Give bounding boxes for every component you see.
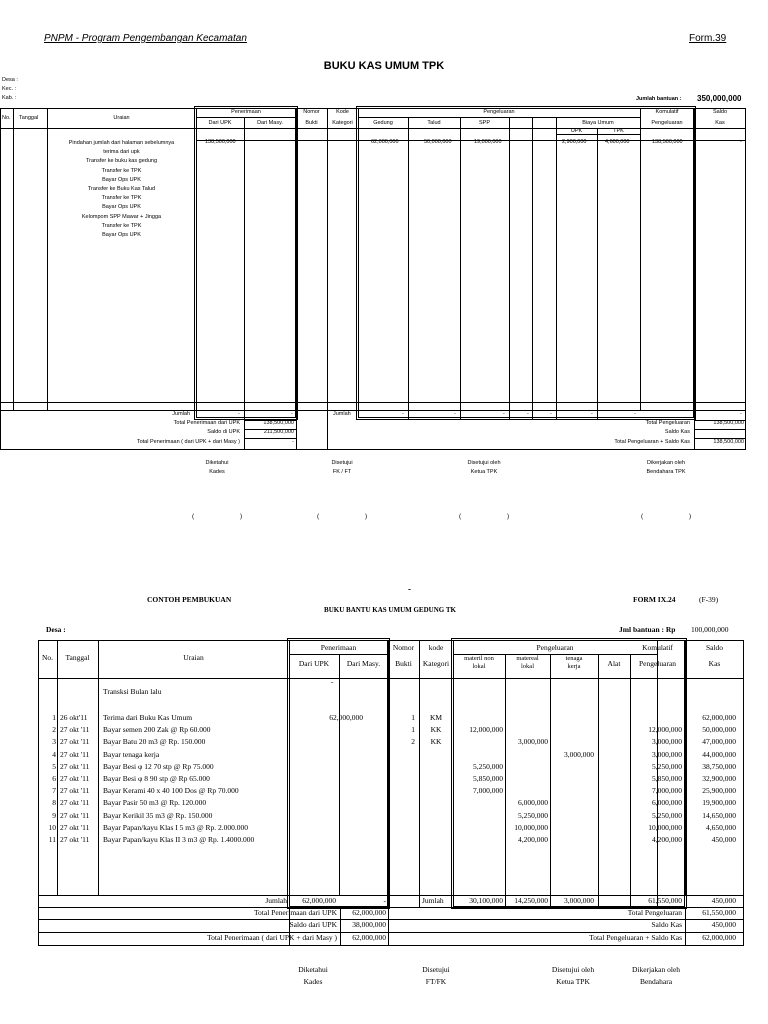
list-item: Transfer ke TPK bbox=[101, 167, 142, 174]
cell-uraian: Terima dari Buku Kas Umum bbox=[103, 713, 193, 722]
top-komulatif-value: 138,500,000 bbox=[652, 139, 683, 145]
cell-saldo: 44,000,000 bbox=[702, 749, 736, 759]
b-hdr-alat: Alat bbox=[607, 659, 621, 668]
cell-tgl: 27 okt '11 bbox=[60, 749, 90, 759]
top-total-peng-saldo-value: 138,500,000 bbox=[713, 439, 744, 445]
cell-no: 6 bbox=[52, 774, 56, 783]
b-total-pengeluaran-value: 61,550,000 bbox=[702, 908, 736, 917]
separator-dash: - bbox=[408, 584, 411, 594]
top-saldo-value: - bbox=[740, 139, 742, 145]
cell-kom: 7,000,000 bbox=[652, 786, 682, 796]
cell-saldo: 450,000 bbox=[711, 835, 736, 844]
paren-close-2: ) bbox=[365, 513, 368, 520]
b-hdr-materil: materil non lokal bbox=[464, 655, 494, 670]
top-total-pengeluaran-label: Total Pengeluaran bbox=[645, 420, 690, 426]
cell-mat-lok: 4,200,000 bbox=[518, 835, 548, 844]
b-j-mat-lok: 14,250,000 bbox=[514, 896, 548, 905]
cell-tgl: 27 okt '11 bbox=[60, 798, 90, 808]
b-hdr-dari-upk: Dari UPK bbox=[298, 659, 330, 668]
b-hdr-saldo: Saldo bbox=[705, 643, 724, 652]
signature-ketua: Disetujui oleh Ketua TPK bbox=[467, 460, 501, 475]
top-total-penerimaan-all-label: Total Penerimaan ( dari UPK + dari Masy ) bbox=[136, 439, 240, 445]
cell-mat-lok: 10,000,000 bbox=[514, 822, 548, 832]
cell-bukti: 2 bbox=[411, 737, 415, 747]
cell-saldo: 50,000,000 bbox=[702, 725, 736, 735]
hdr-nomor: Nomor bbox=[303, 109, 320, 115]
paren-open-4: ( bbox=[641, 513, 644, 520]
top-total-peng-saldo-label: Total Pengeluaran + Saldo Kas bbox=[614, 439, 690, 445]
b-signature-ketua: Disetujui oleh Ketua TPK bbox=[551, 965, 595, 986]
b-total-penerimaan-all-label: Total Penerimaan ( dari UPK + dari Masy ) bbox=[207, 933, 337, 942]
hdr-komulatif-sub: Pengeluaran bbox=[651, 120, 683, 126]
b-hdr-pengeluaran: Pengeluaran bbox=[536, 643, 574, 652]
top-j-upk: - bbox=[591, 411, 593, 417]
hdr-spp: SPP bbox=[478, 120, 490, 126]
cell-dari-upk: 62,000,000 bbox=[329, 713, 363, 722]
b-saldo-upk-value: 38,000,000 bbox=[352, 920, 386, 929]
paren-open-2: ( bbox=[317, 513, 320, 520]
cell-tgl: 26 okt'11 bbox=[60, 713, 88, 722]
cell-saldo: 32,900,000 bbox=[702, 774, 736, 783]
b-hdr-dari-masy: Dari Masy. bbox=[346, 659, 381, 668]
top-dari-upk-value: 138,500,000 bbox=[205, 139, 236, 145]
list-item: Transfer ke TPK bbox=[101, 195, 142, 202]
top-talud-value: 50,000,000 bbox=[424, 139, 452, 145]
signature-bendahara: Dikerjakan oleh Bendahara TPK bbox=[646, 460, 686, 475]
cell-tgl: 27 okt '11 bbox=[60, 822, 90, 832]
cell-uraian: Bayar Kerami 40 x 40 100 Dos @ Rp 70.000 bbox=[103, 786, 239, 796]
b-hdr-komulatif-sub: Pengeluaran bbox=[638, 659, 677, 668]
cell-no: 2 bbox=[52, 725, 56, 735]
hdr-pengeluaran: Pengeluaran bbox=[483, 109, 515, 115]
b-total-penerimaan-all-value: 62,000,000 bbox=[352, 933, 386, 942]
cell-kode: KK bbox=[430, 737, 442, 747]
hdr-dari-upk: Dari UPK bbox=[208, 120, 232, 126]
form-ref: (F-39) bbox=[699, 595, 719, 604]
paren-close-3: ) bbox=[507, 513, 510, 520]
list-item: Bayar Ops UPK bbox=[102, 176, 141, 183]
hdr-talud: Talud bbox=[427, 120, 441, 126]
cell-saldo: 38,750,000 bbox=[702, 761, 736, 771]
desa-label: Desa : bbox=[2, 77, 18, 83]
hdr-saldo-sub: Kas bbox=[715, 120, 725, 126]
b-saldo-kas-label: Saldo Kas bbox=[651, 920, 682, 929]
b-jumlah2-label: Jumlah bbox=[422, 896, 444, 905]
top-j-talud: - bbox=[454, 411, 456, 417]
cell-mat-non: 12,000,000 bbox=[469, 725, 503, 735]
top-total-penerimaan-upk-value: 138,500,000 bbox=[263, 420, 294, 426]
b-saldo-kas-value: 450,000 bbox=[711, 920, 736, 929]
hdr-dari-masy: Dari Masy. bbox=[257, 120, 283, 126]
bottom-desa: Desa : bbox=[46, 625, 66, 634]
top-upk-value: 2,900,000 bbox=[562, 139, 587, 145]
paren-open-1: ( bbox=[192, 513, 195, 520]
cell-uraian: Bayar tenaga kerja bbox=[103, 749, 160, 759]
contoh-label: CONTOH PEMBUKUAN bbox=[147, 595, 232, 604]
cell-no: 8 bbox=[52, 798, 56, 808]
cell-tgl: 27 okt '11 bbox=[60, 810, 90, 820]
top-j-gedung: - bbox=[402, 411, 404, 417]
cell-tenaga: 3,000,000 bbox=[564, 749, 594, 759]
b-j-mat-non: 30,100,000 bbox=[469, 896, 503, 905]
b-hdr-tanggal: Tanggal bbox=[65, 653, 90, 662]
cell-uraian: Bayar Batu 20 m3 @ Rp. 150.000 bbox=[103, 737, 206, 747]
cell-bukti: 1 bbox=[411, 725, 415, 735]
b-hdr-penerimaan: Penerimaan bbox=[320, 643, 357, 652]
paren-close-4: ) bbox=[689, 513, 692, 520]
b-total-pengeluaran-label: Total Pengeluaran bbox=[627, 908, 682, 917]
cell-mat-non: 5,850,000 bbox=[473, 774, 503, 783]
paren-close-1: ) bbox=[240, 513, 243, 520]
top-saldo-upk-value: 211,500,000 bbox=[263, 429, 294, 435]
kab-label: Kab. : bbox=[2, 95, 17, 101]
hdr-kategori: Kategori bbox=[332, 120, 353, 126]
cell-uraian: Bayar Pasir 50 m3 @ Rp. 120.000 bbox=[103, 798, 207, 808]
uraian-list bbox=[47, 139, 196, 240]
hdr-gedung: Gedung bbox=[373, 120, 393, 126]
top-j-col4: - bbox=[527, 411, 529, 417]
cell-uraian: Bayar Kerikil 35 m3 @ Rp. 150.000 bbox=[103, 810, 213, 820]
top-j-saldo: - bbox=[740, 411, 742, 417]
cell-saldo: 47,000,000 bbox=[702, 737, 736, 747]
cell-uraian: Bayar Besi φ 8 90 stp @ Rp 65.000 bbox=[103, 774, 210, 783]
cell-mat-non: 5,250,000 bbox=[473, 761, 503, 771]
cell-kode: KK bbox=[430, 725, 442, 735]
cell-no: 5 bbox=[52, 761, 56, 771]
b-hdr-komulatif: Komulatif bbox=[642, 643, 673, 652]
cell-kom: 3,000,000 bbox=[652, 737, 682, 747]
list-item: terima dari upk bbox=[103, 149, 140, 156]
b-total-penerimaan-upk-value: 62,000,000 bbox=[352, 908, 386, 917]
cell-tgl: 27 okt '11 bbox=[60, 786, 90, 796]
b-hdr-nomor: Nomor bbox=[392, 643, 415, 652]
signature-kades: Diketahui Kades bbox=[205, 460, 229, 475]
top-spp-value: 19,000,000 bbox=[474, 139, 502, 145]
list-item: Transfer ke buku kas gedung bbox=[85, 158, 158, 165]
cell-kom: 5,250,000 bbox=[652, 810, 682, 820]
cell-kom: 12,000,000 bbox=[648, 725, 682, 735]
cell-no: 7 bbox=[52, 786, 56, 796]
cell-uraian: Bayar Besi φ 12 70 stp @ Rp 75.000 bbox=[103, 761, 214, 771]
list-item: Kelompom SPP Mawar + Jingga bbox=[81, 213, 162, 220]
top-gedung-value: 62,000,000 bbox=[371, 139, 399, 145]
b-total-peng-saldo-label: Total Pengeluaran + Saldo Kas bbox=[589, 933, 682, 942]
b-upk-dash: - bbox=[331, 677, 334, 686]
hdr-bukti: Bukti bbox=[305, 120, 318, 126]
bottom-title: BUKU BANTU KAS UMUM GEDUNG TK bbox=[324, 606, 456, 614]
cell-mat-lok: 3,000,000 bbox=[518, 737, 548, 747]
b-signature-kades: Diketahui Kades bbox=[298, 965, 328, 986]
kec-label: Kec. : bbox=[2, 86, 17, 92]
cell-no: 1 bbox=[52, 713, 56, 722]
hdr-tpk: TPK bbox=[613, 128, 624, 134]
top-jumlah-upk: - bbox=[238, 411, 240, 417]
cell-uraian: Bayar Papan/kayu Klas I 5 m3 @ Rp. 2.000.000 bbox=[103, 822, 249, 832]
cell-no: 4 bbox=[52, 749, 56, 759]
cell-no: 11 bbox=[48, 835, 56, 844]
b-jumlah-masy: - bbox=[383, 896, 386, 905]
cell-tgl: 27 okt '11 bbox=[60, 725, 90, 735]
cell-tgl: 27 okt '11 bbox=[60, 761, 90, 771]
cell-no: 9 bbox=[52, 810, 56, 820]
top-total-pengeluaran-value: 138,500,000 bbox=[713, 420, 744, 426]
cell-saldo: 14,650,000 bbox=[702, 810, 736, 820]
top-saldo-kas-label: Saldo Kas bbox=[664, 429, 690, 435]
b-hdr-no: No. bbox=[41, 653, 54, 662]
bottom-bantuan-value: 100,000,000 bbox=[691, 625, 729, 634]
bottom-bantuan-label: Jml bantuan : Rp bbox=[619, 625, 676, 634]
top-saldo-upk-label: Saldo di UPK bbox=[207, 429, 240, 435]
hdr-tanggal: Tanggal bbox=[19, 115, 39, 121]
hdr-komulatif: Komulatif bbox=[655, 109, 679, 115]
cell-kom: 10,000,000 bbox=[648, 822, 682, 832]
cell-mat-non: 7,000,000 bbox=[473, 786, 503, 796]
hdr-uraian: Uraian bbox=[113, 115, 130, 121]
hdr-saldo: Saldo bbox=[712, 109, 728, 115]
top-jumlah2-label: Jumlah bbox=[333, 411, 351, 417]
b-hdr-tenaga: tenaga kerja bbox=[565, 655, 583, 670]
b-jumlah-label: Jumlah bbox=[265, 896, 287, 905]
cell-uraian: Bayar semen 200 Zak @ Rp 60.000 bbox=[103, 725, 211, 735]
top-j-spp: - bbox=[503, 411, 505, 417]
cell-tgl: 27 okt '11 bbox=[60, 774, 90, 783]
page-title: BUKU KAS UMUM TPK bbox=[323, 60, 445, 72]
b-j-tenaga: 3,000,000 bbox=[564, 896, 594, 905]
b-hdr-kode: kode bbox=[428, 643, 444, 652]
form-ix-label: FORM IX.24 bbox=[633, 595, 676, 604]
b-total-penerimaan-upk-label: Total Penerimaan dari UPK bbox=[254, 908, 337, 917]
cell-kom: 4,200,000 bbox=[652, 835, 682, 844]
b-hdr-saldo-sub: Kas bbox=[708, 659, 721, 668]
cell-kom: 5,250,000 bbox=[652, 761, 682, 771]
hdr-kode: Kode bbox=[336, 109, 349, 115]
b-signature-ft: Disetujui FT/FK bbox=[422, 965, 450, 986]
cell-saldo: 19,900,000 bbox=[702, 798, 736, 808]
b-signature-bendahara: Dikerjakan oleh Bendahara bbox=[631, 965, 681, 986]
top-tpk-value: 4,600,000 bbox=[605, 139, 630, 145]
b-jumlah-upk: 62,000,000 bbox=[302, 896, 336, 905]
b-hdr-bukti: Bukti bbox=[395, 659, 412, 668]
hdr-upk: UPK bbox=[570, 128, 583, 134]
top-j-col5: - bbox=[550, 411, 552, 417]
top-total-penerimaan-upk-label: Total Penerimaan dari UPK bbox=[173, 420, 240, 426]
list-item: Bayar Ops UPK bbox=[102, 204, 141, 211]
b-hdr-kategori: Kategori bbox=[422, 659, 450, 668]
cell-no: 3 bbox=[52, 737, 56, 747]
b-hdr-uraian: Uraian bbox=[183, 653, 204, 662]
b-saldo-upk-label: Saldo dari UPK bbox=[289, 920, 337, 929]
list-item: Bayar Ops UPK bbox=[102, 232, 141, 239]
cell-uraian: Bayar Papan/kayu Klas II 3 m3 @ Rp. 1.4000.000 bbox=[103, 835, 255, 844]
b-total-peng-saldo-value: 62,000,000 bbox=[702, 933, 736, 942]
top-total-penerimaan-all-value: - bbox=[292, 439, 294, 445]
cell-kom: 3,000,000 bbox=[652, 749, 682, 759]
bantuan-value: 350,000,000 bbox=[697, 94, 742, 103]
top-jumlah-label: Jumlah bbox=[172, 411, 190, 417]
list-item: Transfer ke TPK bbox=[101, 222, 142, 229]
cell-saldo: 4,650,000 bbox=[706, 822, 736, 832]
cell-kom: 6,000,000 bbox=[652, 798, 682, 808]
cell-saldo: 62,000,000 bbox=[702, 713, 736, 722]
paren-open-3: ( bbox=[459, 513, 462, 520]
b-j-kom: 61,550,000 bbox=[648, 896, 682, 905]
hdr-biaya-umum: Biaya Umum bbox=[582, 120, 614, 126]
list-item: Transfer ke Buku Kas Talud bbox=[87, 186, 156, 193]
bantuan-label: Jumlah bantuan : bbox=[636, 96, 682, 102]
form-number: Form.39 bbox=[689, 33, 727, 44]
list-item: Pindahan jumlah dari halaman sebelumnya bbox=[68, 140, 175, 146]
hdr-no: No. bbox=[2, 115, 11, 121]
b-transksi: Transksi Bulan lalu bbox=[103, 687, 162, 696]
cell-kode: KM bbox=[429, 713, 443, 722]
signature-fk: Disetujui FK / FT bbox=[331, 460, 353, 475]
cell-mat-lok: 6,000,000 bbox=[518, 798, 548, 808]
b-hdr-matereal: matereal lokal bbox=[516, 655, 539, 670]
cell-no: 10 bbox=[48, 822, 56, 832]
top-jumlah-masy: - bbox=[291, 411, 293, 417]
cell-mat-lok: 5,250,000 bbox=[518, 810, 548, 820]
cell-kom: 5,850,000 bbox=[652, 774, 682, 783]
top-j-tpk: - bbox=[634, 411, 636, 417]
b-j-saldo: 450,000 bbox=[711, 896, 736, 905]
hdr-penerimaan: Penerimaan bbox=[231, 109, 261, 115]
cell-tgl: 27 okt '11 bbox=[60, 835, 90, 844]
cell-saldo: 25,900,000 bbox=[702, 786, 736, 796]
cell-tgl: 27 okt '11 bbox=[60, 737, 90, 747]
cell-bukti: 1 bbox=[411, 713, 415, 722]
program-title: PNPM - Program Pengembangan Kecamatan bbox=[44, 33, 247, 44]
